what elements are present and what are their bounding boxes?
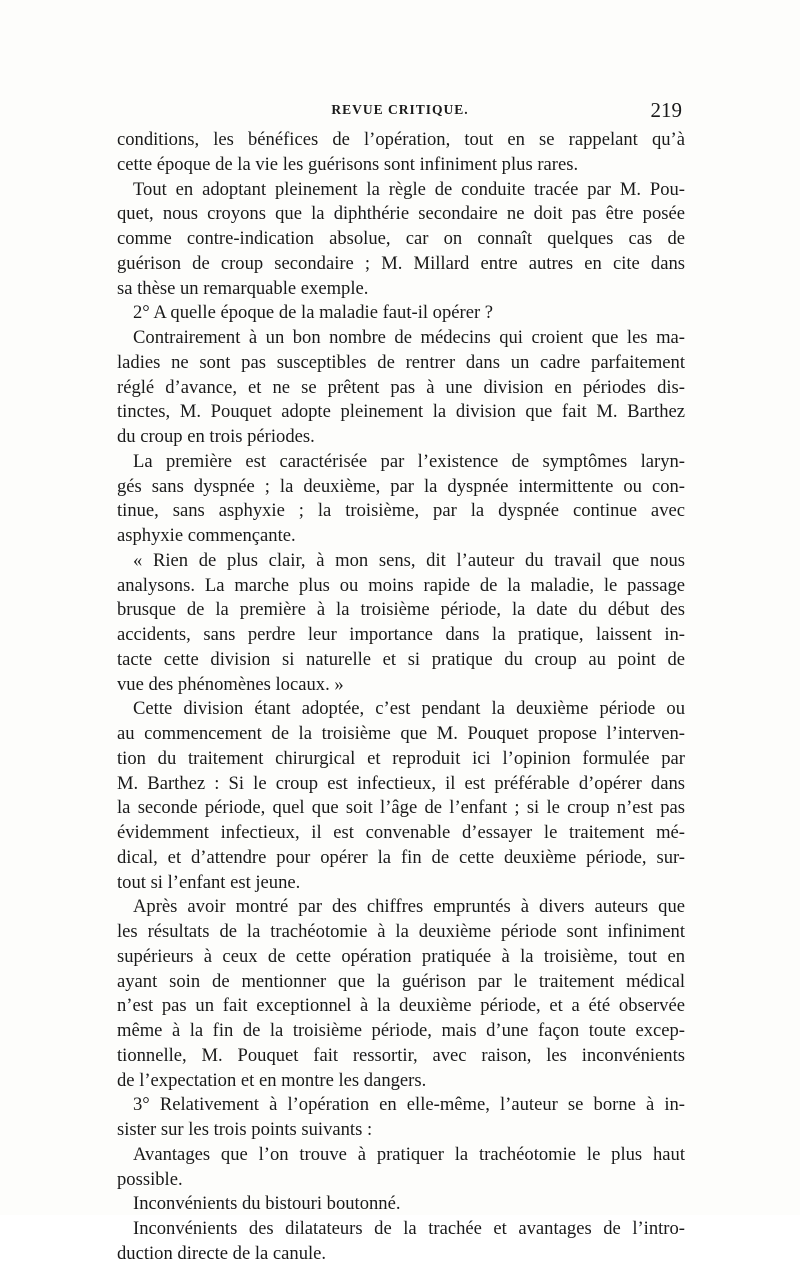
paragraph: [117, 1192, 685, 1217]
text-line: réglé d’avance, et ne se prêtent pas à une division en périodes dis-: [117, 376, 685, 398]
text-line: supérieurs à ceux de cette opération pratiquée à la troisième, tout en: [117, 945, 685, 967]
text-line: La première est caractérisée par l’existence de symptômes laryn-: [133, 450, 685, 472]
text-line: les résultats de la trachéotomie à la deuxième période sont infiniment: [117, 921, 685, 942]
text-line: dical, et d’attendre pour opérer la fin de cette deuxième période, sur-: [117, 846, 685, 868]
text-line: sa thèse un remarquable exemple.: [117, 277, 369, 299]
running-title: REVUE CRITIQUE.: [331, 102, 469, 117]
text-line: 2° A quelle époque de la maladie faut-il opérer ?: [133, 302, 494, 324]
paragraph: [117, 301, 685, 326]
paragraph: [117, 326, 685, 450]
text-line: accidents, sans perdre leur importance dans la pratique, laissent in-: [117, 624, 685, 645]
paragraph: [117, 1143, 685, 1193]
text-line: Tout en adoptant pleinement la règle de conduite tracée par M. Pou-: [133, 178, 685, 200]
text-line: tacte cette division si naturelle et si pratique du croup au point de: [117, 648, 685, 670]
text-line: Contrairement à un bon nombre de médecins qui croient que les ma-: [133, 327, 685, 348]
paragraph: [117, 450, 685, 549]
text-line: du croup en trois périodes.: [117, 426, 315, 447]
text-line: évidemment infectieux, il est convenable d’essayer le traitement mé-: [117, 822, 685, 843]
text-line: de l’expectation et en montre les dangers.: [117, 1069, 427, 1091]
text-line: M. Barthez : Si le croup est infectieux, il est préférable d’opérer dans: [117, 772, 685, 794]
text-line: conditions, les bénéfices de l’opération, tout en se rappelant qu’à: [117, 129, 685, 150]
text-line: ayant soin de mentionner que la guérison par le traitement médical: [117, 970, 685, 992]
paragraph: [117, 1217, 685, 1267]
text-line: tinue, sans asphyxie ; la troisième, par la dyspnée continue avec: [117, 500, 685, 522]
text-line: 3° Relativement à l’opération en elle-même, l’auteur se borne à in-: [133, 1094, 685, 1116]
paragraph: [117, 178, 685, 302]
text-line: tout si l’enfant est jeune.: [117, 871, 301, 893]
text-line: Inconvénients du bistouri boutonné.: [133, 1193, 401, 1215]
text-line: vue des phénomènes locaux. »: [117, 673, 344, 695]
text-line: Inconvénients des dilatateurs de la trachée et avantages de l’intro-: [133, 1218, 685, 1239]
paragraph: [117, 697, 685, 895]
text-line: Cette division étant adoptée, c’est pendant la deuxième période ou: [133, 698, 685, 720]
text-line: n’est pas un fait exceptionnel à la deuxième période, et a été observée: [117, 995, 685, 1017]
text-line: tinctes, M. Pouquet adopte pleinement la division que fait M. Barthez: [117, 401, 685, 423]
text-line: analysons. La marche plus ou moins rapide de la maladie, le passage: [117, 574, 685, 596]
text-line: la seconde période, quel que soit l’âge de l’enfant ; si le croup n’est pas: [117, 797, 685, 819]
paragraph: [117, 895, 685, 1093]
text-line: tionnelle, M. Pouquet fait ressortir, avec raison, les inconvénients: [117, 1044, 685, 1066]
text-line: duction directe de la canule.: [117, 1242, 327, 1264]
text-line: « Rien de plus clair, à mon sens, dit l’auteur du travail que nous: [133, 549, 685, 571]
body-text: [117, 128, 685, 1267]
text-line: quet, nous croyons que la diphthérie secondaire ne doit pas être posée: [117, 203, 685, 225]
page-number: 219: [650, 98, 682, 122]
text-line: ladies ne sont pas susceptibles de rentrer dans un cadre parfaitement: [117, 351, 685, 373]
text-line: au commencement de la troisième que M. Pouquet propose l’interven-: [117, 723, 685, 744]
text-line: cette époque de la vie les guérisons sont infiniment plus rares.: [117, 153, 579, 175]
text-line: comme contre-indication absolue, car on connaît quelques cas de: [117, 228, 685, 249]
text-line: guérison de croup secondaire ; M. Millard entre autres en cite dans: [117, 252, 685, 274]
running-head: [118, 98, 682, 124]
paragraph: [117, 549, 685, 698]
text-line: Après avoir montré par des chiffres empruntés à divers auteurs que: [133, 896, 685, 918]
text-line: brusque de la première à la troisième période, la date du début des: [117, 599, 685, 621]
text-line: même à la fin de la troisième période, mais d’une façon toute excep-: [117, 1020, 685, 1041]
text-line: tion du traitement chirurgical et reproduit ici l’opinion formulée par: [117, 747, 685, 769]
paragraph: [117, 1093, 685, 1143]
text-line: possible.: [117, 1168, 183, 1190]
text-line: gés sans dyspnée ; la deuxième, par la dyspnée intermittente ou con-: [117, 475, 685, 497]
text-line: asphyxie commençante.: [117, 525, 296, 546]
paragraph: [117, 128, 685, 178]
text-line: Avantages que l’on trouve à pratiquer la trachéotomie le plus haut: [133, 1143, 685, 1165]
text-line: sister sur les trois points suivants :: [117, 1119, 373, 1140]
